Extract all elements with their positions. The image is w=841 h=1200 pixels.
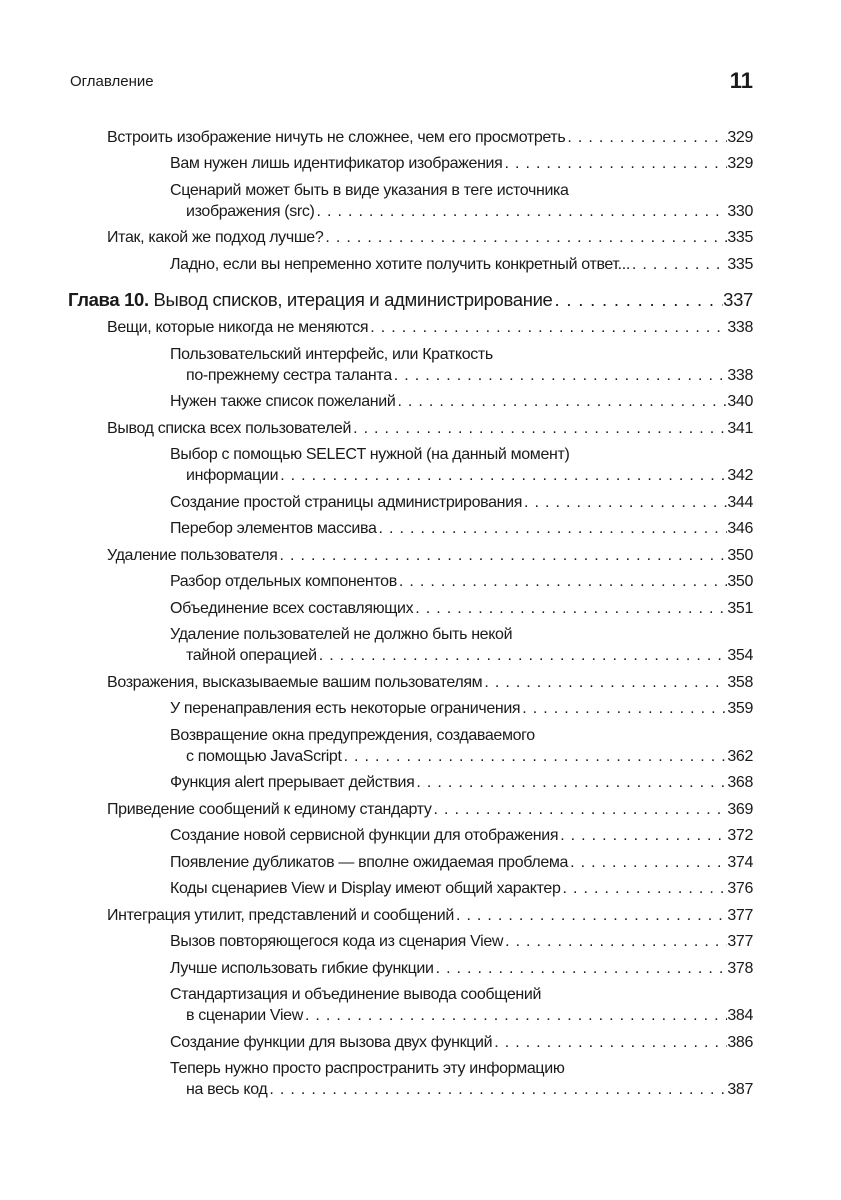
dot-leader	[395, 391, 727, 412]
toc-page-number: 384	[727, 1007, 753, 1024]
toc-entry-title: Перебор элементов массива	[170, 520, 377, 537]
dot-leader	[565, 127, 727, 148]
dot-leader	[368, 317, 727, 338]
toc-entry-title: Стандартизация и объединение вывода сообщений	[170, 986, 542, 1003]
toc-entry-title: Вам нужен лишь идентификатор изображения	[170, 155, 503, 172]
dot-leader	[520, 698, 727, 719]
dot-leader	[432, 799, 728, 820]
dot-leader	[303, 1005, 727, 1026]
toc-entry-line	[170, 624, 753, 645]
toc-entry-line	[170, 598, 753, 619]
toc-entry-title: Создание новой сервисной функции для отображения	[170, 827, 559, 844]
toc-entry-title: Объединение всех составляющих	[170, 599, 414, 617]
toc-entry-line	[170, 391, 753, 412]
toc-entry[interactable]	[68, 312, 753, 339]
toc-entry-title: Теперь нужно просто распространить эту информацию	[170, 1060, 565, 1077]
toc-page-number: 342	[727, 467, 753, 484]
running-header-title: Оглавление	[70, 73, 154, 90]
toc-entry-line	[170, 201, 753, 222]
toc-entry[interactable]	[68, 767, 753, 794]
dot-leader	[482, 672, 727, 693]
toc-entry-title: Вещи, которые никогда не меняются	[107, 319, 369, 336]
table-of-contents	[68, 121, 753, 1100]
toc-entry-line	[170, 465, 753, 486]
toc-entry-line	[170, 444, 753, 465]
toc-page-number: 351	[727, 599, 753, 617]
dot-leader	[434, 958, 728, 979]
toc-entry-title: Выбор с помощью SELECT нужной (на данный момент)	[170, 446, 570, 463]
toc-entry-line	[170, 825, 753, 846]
toc-page-number: 341	[727, 419, 753, 437]
toc-entry-line	[170, 180, 753, 201]
dot-leader	[314, 201, 727, 222]
toc-entry-line	[170, 772, 753, 793]
dot-leader	[630, 254, 727, 275]
toc-entry[interactable]	[68, 513, 753, 540]
toc-entry[interactable]	[68, 439, 753, 487]
toc-entry[interactable]	[68, 566, 753, 593]
dot-leader	[502, 153, 727, 174]
toc-entry-line	[170, 1058, 753, 1079]
toc-entry-title: Интеграция утилит, представлений и сообщений	[107, 906, 454, 924]
dot-leader	[454, 905, 727, 926]
toc-page-number: 368	[727, 774, 753, 791]
toc-entry[interactable]	[68, 486, 753, 513]
toc-entry-title: изображения (src)	[186, 202, 315, 220]
toc-entry[interactable]	[68, 121, 753, 148]
toc-entry-title: Вывод списка всех пользователей	[107, 419, 352, 437]
toc-entry-title: информации	[186, 467, 279, 484]
dot-leader	[503, 931, 727, 952]
toc-page-number: 362	[727, 747, 753, 765]
toc-entry-title: тайной операцией	[186, 647, 317, 664]
toc-entry-line	[170, 492, 753, 513]
toc-page-number: 330	[727, 202, 753, 220]
toc-entry[interactable]	[68, 386, 753, 413]
toc-page-number: 338	[727, 366, 753, 384]
toc-entry-line	[170, 984, 753, 1005]
toc-entry[interactable]	[68, 719, 753, 767]
toc-entry-line	[107, 799, 753, 820]
toc-entry-line	[107, 672, 753, 693]
toc-entry[interactable]	[68, 222, 753, 249]
toc-entry-line	[107, 545, 753, 566]
toc-chapter[interactable]	[68, 285, 753, 312]
toc-entry[interactable]	[68, 338, 753, 386]
toc-entry[interactable]	[68, 592, 753, 619]
toc-entry[interactable]	[68, 619, 753, 667]
toc-page-number: 372	[727, 827, 753, 844]
toc-page-number: 359	[727, 700, 753, 717]
toc-entry-title: Ладно, если вы непременно хотите получить конкретный ответ...	[170, 255, 630, 273]
toc-entry-title: в сценарии View	[186, 1007, 303, 1024]
dot-leader	[558, 825, 727, 846]
toc-entry[interactable]	[68, 412, 753, 439]
dot-leader	[317, 645, 728, 666]
toc-page-number: 337	[723, 288, 753, 310]
toc-entry-title: с помощью JavaScript	[186, 747, 342, 765]
toc-entry-line	[170, 698, 753, 719]
toc-page-number: 350	[727, 573, 753, 590]
toc-entry[interactable]	[68, 1053, 753, 1101]
toc-entry-line	[170, 365, 753, 386]
toc-entry-line	[170, 958, 753, 979]
toc-page-number: 358	[727, 673, 753, 691]
toc-entry-title: Лучше использовать гибкие функции	[170, 959, 434, 977]
toc-page-number: 338	[727, 319, 753, 336]
dot-leader	[342, 746, 728, 767]
toc-page-number: 335	[727, 255, 753, 273]
toc-entry-title: Удаление пользователей не должно быть некой	[170, 626, 513, 643]
toc-entry-line	[170, 645, 753, 666]
toc-entry-title: Нужен также список пожеланий	[170, 393, 396, 410]
toc-entry[interactable]	[68, 979, 753, 1027]
dot-leader	[392, 365, 728, 386]
toc-entry-title: Коды сценариев View и Display имеют общий характер	[170, 880, 561, 897]
toc-entry-line	[170, 1079, 753, 1100]
toc-entry-line	[107, 227, 753, 248]
toc-page-number: 329	[727, 128, 753, 146]
dot-leader	[278, 465, 727, 486]
toc-entry-line	[107, 905, 753, 926]
dot-leader	[553, 288, 724, 312]
toc-entry[interactable]	[68, 148, 753, 175]
toc-entry-line	[170, 518, 753, 539]
toc-entry[interactable]	[68, 174, 753, 222]
toc-entry[interactable]	[68, 899, 753, 926]
toc-entry[interactable]	[68, 666, 753, 693]
toc-entry-line	[170, 852, 753, 873]
toc-page-number: 374	[727, 853, 753, 871]
toc-page-number: 369	[727, 800, 753, 818]
toc-page-number: 335	[727, 229, 753, 246]
toc-entry[interactable]	[68, 793, 753, 820]
toc-page-number: 378	[727, 959, 753, 977]
toc-entry-title: Возражения, высказываемые вашим пользователям	[107, 673, 483, 691]
toc-entry[interactable]	[68, 873, 753, 900]
toc-entry-title: Создание функции для вызова двух функций	[170, 1033, 493, 1051]
page-number: 11	[729, 68, 753, 93]
toc-entry-title: на весь код	[186, 1081, 268, 1098]
toc-entry-line	[68, 288, 753, 312]
toc-entry-line	[170, 1032, 753, 1053]
dot-leader	[351, 418, 727, 439]
toc-page-number: 346	[727, 520, 753, 537]
toc-page-number: 377	[727, 933, 753, 950]
toc-entry-title: Вызов повторяющегося кода из сценария View	[170, 933, 504, 950]
dot-leader	[413, 598, 727, 619]
toc-entry-line	[170, 725, 753, 746]
toc-page-number: 387	[727, 1081, 753, 1098]
toc-entry-title: Встроить изображение ничуть не сложнее, чем его просмотреть	[107, 128, 566, 146]
toc-entry-line	[170, 571, 753, 592]
toc-entry-title: по-прежнему сестра таланта	[186, 366, 392, 384]
dot-leader	[377, 518, 728, 539]
toc-entry[interactable]	[68, 248, 753, 275]
toc-entry-title: Функция alert прерывает действия	[170, 774, 415, 791]
toc-entry-title: Появление дубликатов — вполне ожидаемая проблема	[170, 853, 569, 871]
toc-entry[interactable]	[68, 926, 753, 953]
toc-entry-title: Пользовательский интерфейс, или Краткость	[170, 345, 493, 363]
toc-entry-line	[170, 344, 753, 365]
dot-leader	[561, 878, 728, 899]
toc-entry[interactable]	[68, 846, 753, 873]
toc-page-number: 377	[727, 906, 753, 924]
toc-entry-line	[170, 254, 753, 275]
toc-page-number: 340	[727, 393, 753, 410]
dot-leader	[323, 227, 727, 248]
toc-page-number: 354	[727, 647, 753, 664]
toc-entry-line	[170, 1005, 753, 1026]
toc-page-number: 376	[727, 880, 753, 897]
toc-entry-line	[170, 746, 753, 767]
toc-entry[interactable]	[68, 952, 753, 979]
toc-entry-title: Сценарий может быть в виде указания в теге источника	[170, 181, 569, 199]
dot-leader	[492, 1032, 727, 1053]
toc-entry-title: Удаление пользователя	[107, 546, 278, 564]
dot-leader	[414, 772, 727, 793]
toc-entry-title: Создание простой страницы администрирования	[170, 493, 523, 511]
toc-entry-title: Итак, какой же подход лучше?	[107, 229, 324, 246]
toc-entry-line	[107, 127, 753, 148]
toc-page-number: 329	[727, 155, 753, 172]
toc-entry-line	[170, 153, 753, 174]
dot-leader	[568, 852, 727, 873]
toc-entry-line	[170, 931, 753, 952]
dot-leader	[277, 545, 727, 566]
toc-entry-title: Вывод списков, итерация и администрирование	[153, 288, 553, 310]
toc-entry-title: Приведение сообщений к единому стандарту	[107, 800, 432, 818]
toc-entry-title: Разбор отдельных компонентов	[170, 573, 397, 590]
toc-page-number: 350	[727, 546, 753, 564]
dot-leader	[397, 571, 727, 592]
toc-entry-title: У перенаправления есть некоторые ограничения	[170, 700, 521, 717]
toc-entry[interactable]	[68, 693, 753, 720]
toc-entry-title: Возвращение окна предупреждения, создаваемого	[170, 726, 535, 744]
toc-entry[interactable]	[68, 539, 753, 566]
chapter-label: Глава 10.	[68, 288, 149, 310]
toc-page-number: 344	[727, 493, 753, 511]
toc-entry-line	[107, 317, 753, 338]
toc-entry[interactable]	[68, 1026, 753, 1053]
dot-leader	[522, 492, 727, 513]
dot-leader	[267, 1079, 727, 1100]
toc-page-number: 386	[727, 1033, 753, 1051]
toc-entry-line	[107, 418, 753, 439]
toc-entry[interactable]	[68, 820, 753, 847]
toc-entry-line	[170, 878, 753, 899]
